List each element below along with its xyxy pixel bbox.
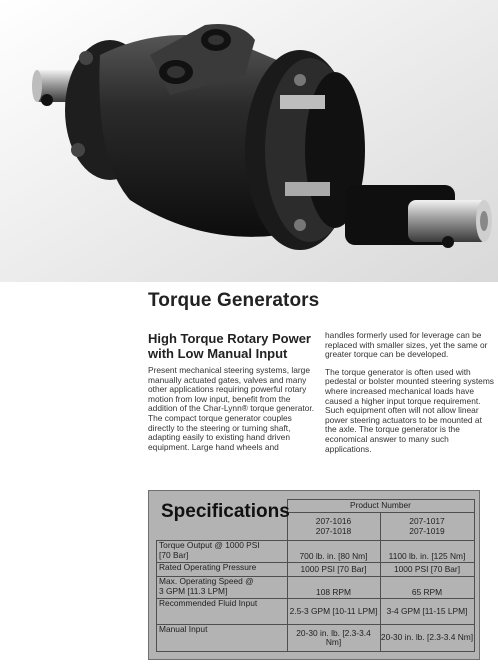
table-row bbox=[157, 563, 475, 577]
cell-value: 20-30 in. lb. [2.3-3.4 Nm] bbox=[287, 625, 380, 652]
row-label-manual-input: Manual Input bbox=[157, 625, 288, 652]
specifications-title: Specifications bbox=[161, 501, 290, 522]
row-label-torque-output: Torque Output @ 1000 PSI [70 Bar] bbox=[157, 541, 288, 563]
body-column-2 bbox=[325, 331, 495, 462]
product-photo bbox=[0, 0, 498, 282]
specifications-panel bbox=[148, 490, 480, 660]
cell-value: 108 RPM bbox=[287, 577, 380, 599]
table-row bbox=[157, 541, 475, 563]
row-label-max-speed: Max. Operating Speed @ 3 GPM [11.3 LPM] bbox=[157, 577, 288, 599]
cell-value: 3-4 GPM [11-15 LPM] bbox=[380, 599, 474, 625]
row-label-rated-pressure: Rated Operating Pressure bbox=[157, 563, 288, 577]
table-row bbox=[157, 577, 475, 599]
product-number-a: 207-1016 207-1018 bbox=[287, 513, 380, 541]
cell-value: 2.5-3 GPM [10-11 LPM] bbox=[287, 599, 380, 625]
paragraph: The torque generator is often used with pedestal or bolster mounted steering systems where increased mechanical loads have caused a higher input torque requirement. Such equipment often will not allow linear power steering actuators to be mounted at the axle. The torque generator is the economical answer to many such applications. bbox=[325, 366, 494, 454]
cell-value: 700 lb. in. [80 Nm] bbox=[287, 541, 380, 563]
paragraph: Present mechanical steering systems, large manually actuated gates, valves and many other applications requiring powerful rotary motion from low input, benefit from the addition of the Char-Lynn® torque generator. The compact torque generator couples directly to the steering or turning shaft, adapting easily to existing hand driven equipment. Large hand wheels and bbox=[148, 365, 315, 452]
body-column-1 bbox=[148, 366, 320, 460]
cell-value: 1000 PSI [70 Bar] bbox=[380, 563, 474, 577]
document-title: Torque Generators bbox=[148, 290, 320, 311]
cell-value: 1100 lb. in. [125 Nm] bbox=[380, 541, 474, 563]
product-number-b: 207-1017 207-1019 bbox=[380, 513, 474, 541]
cell-value: 1000 PSI [70 Bar] bbox=[287, 563, 380, 577]
row-label-fluid-input: Recommended Fluid Input bbox=[157, 599, 288, 625]
product-number-header: Product Number bbox=[287, 500, 474, 513]
table-row bbox=[157, 625, 475, 652]
table-row bbox=[157, 599, 475, 625]
paragraph: handles formerly used for leverage can be replaced with smaller sizes, yet the same or greater torque can be developed. bbox=[325, 330, 488, 360]
cell-value: 20-30 in. lb. [2.3-3.4 Nm] bbox=[380, 625, 474, 652]
cell-value: 65 RPM bbox=[380, 577, 474, 599]
document-subtitle: High Torque Rotary Power with Low Manual Input bbox=[148, 331, 311, 361]
